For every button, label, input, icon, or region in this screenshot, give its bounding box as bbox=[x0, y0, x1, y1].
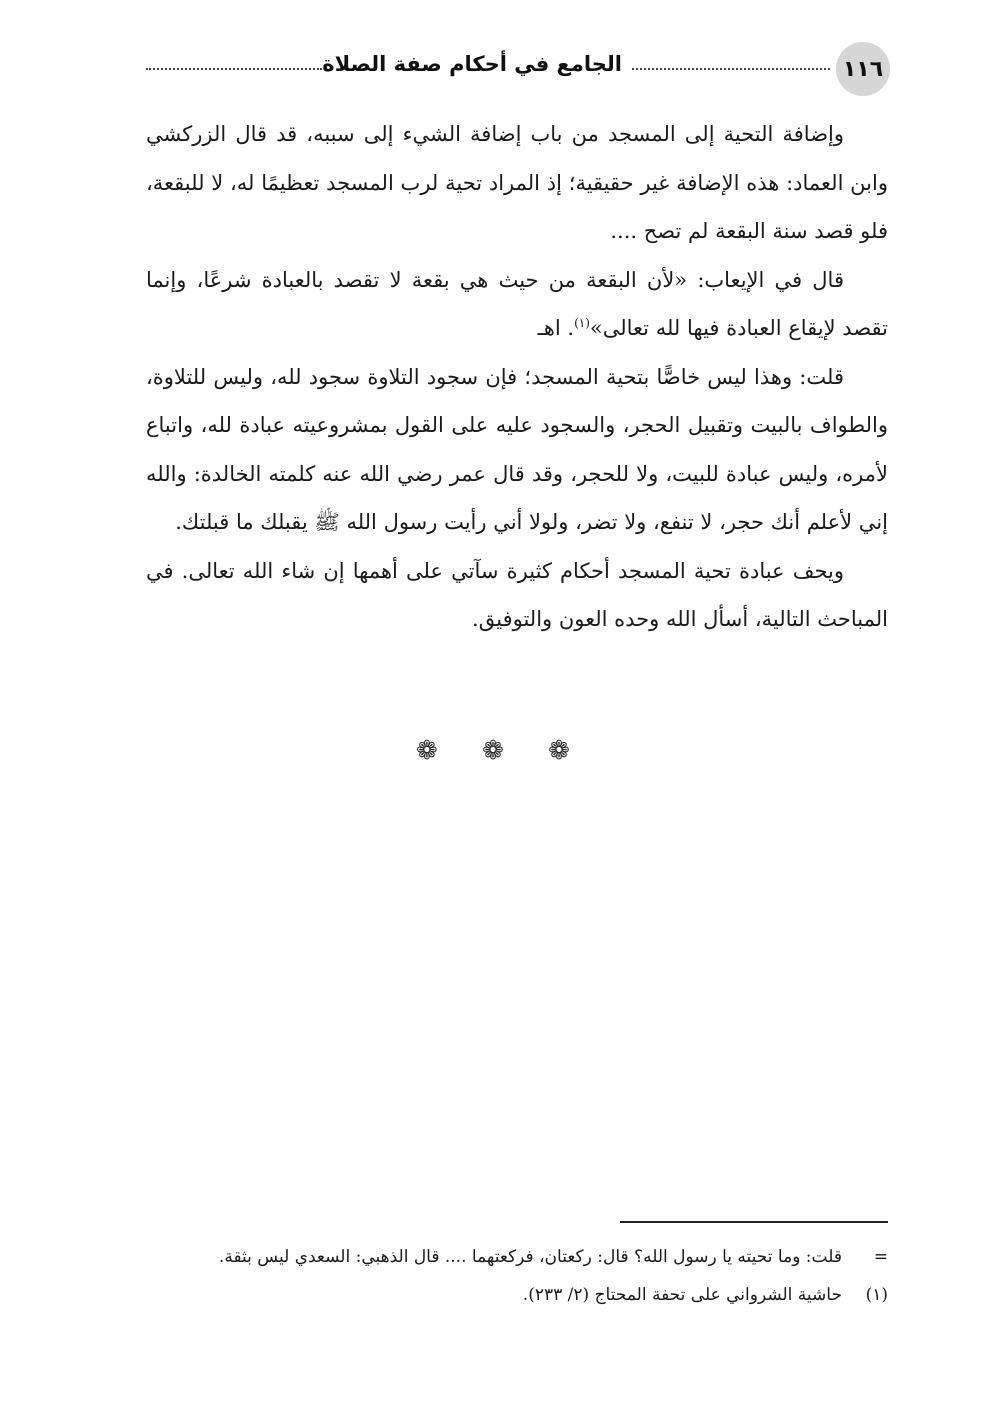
paragraph-2-tail: . اهـ bbox=[537, 316, 575, 340]
page-number: ١١٦ bbox=[836, 42, 890, 96]
footnotes bbox=[146, 1238, 888, 1314]
running-header bbox=[146, 42, 890, 98]
paragraph-4: ويحف عبادة تحية المسجد أحكام كثيرة سآتي على أهمها إن شاء الله تعالى. في المباحث التالية، أسأل الله وحده العون والتوفيق. bbox=[146, 558, 888, 631]
paragraph-1: وإضافة التحية إلى المسجد من باب إضافة الشيء إلى سببه، قد قال الزركشي وابن العماد: هذه الإضافة غير حقيقية؛ إذ المراد تحية لرب المسجد تعظيمًا له، لا للبقعة، فلو قصد سنة البقعة لم تصح .... bbox=[146, 122, 888, 243]
footnote-text: قلت: وما تحيته يا رسول الله؟ قال: ركعتان، فركعتهما .... قال الذهبي: السعدي ليس بثقة. bbox=[218, 1247, 842, 1267]
header-dotted-line-left bbox=[146, 68, 322, 70]
footnote-marker: (١) bbox=[865, 1285, 888, 1305]
footnote-text: حاشية الشرواني على تحفة المحتاج (٢/ ٢٣٣). bbox=[522, 1285, 842, 1305]
main-text bbox=[146, 110, 888, 644]
footnote-marker: = bbox=[873, 1247, 888, 1267]
book-title: الجامع في أحكام صفة الصلاة bbox=[322, 52, 622, 76]
footnote-1 bbox=[146, 1276, 888, 1314]
paragraph-2 bbox=[146, 256, 888, 353]
footnote-continuation bbox=[146, 1238, 888, 1276]
paragraph-2-text: قال في الإيعاب: «لأن البقعة من حيث هي بقعة لا تقصد بالعبادة شرعًا، وإنما تقصد لإيقاع العبادة فيها لله تعالى» bbox=[146, 267, 888, 340]
section-ornament: ❁ ❁ ❁ bbox=[416, 736, 588, 766]
header-dotted-line-right bbox=[632, 68, 830, 70]
footnote-separator bbox=[620, 1221, 888, 1223]
paragraph-3: قلت: وهذا ليس خاصًّا بتحية المسجد؛ فإن سجود التلاوة سجود لله، وليس للتلاوة، والطواف بالبيت وتقبيل الحجر، والسجود عليه على القول بمشروعيته عبادة لله، واتباع لأمره، وليس عبادة للبيت، ولا للحجر، وقد قال عمر رضي الله عنه كلمته الخالدة: والله إني لأعلم أنك حجر، لا تنفع، ولا تضر، ولولا أني رأيت رسول الله ﷺ يقبلك ما قبلتك. bbox=[146, 364, 888, 534]
footnote-reference-1[interactable]: (١) bbox=[574, 316, 590, 330]
